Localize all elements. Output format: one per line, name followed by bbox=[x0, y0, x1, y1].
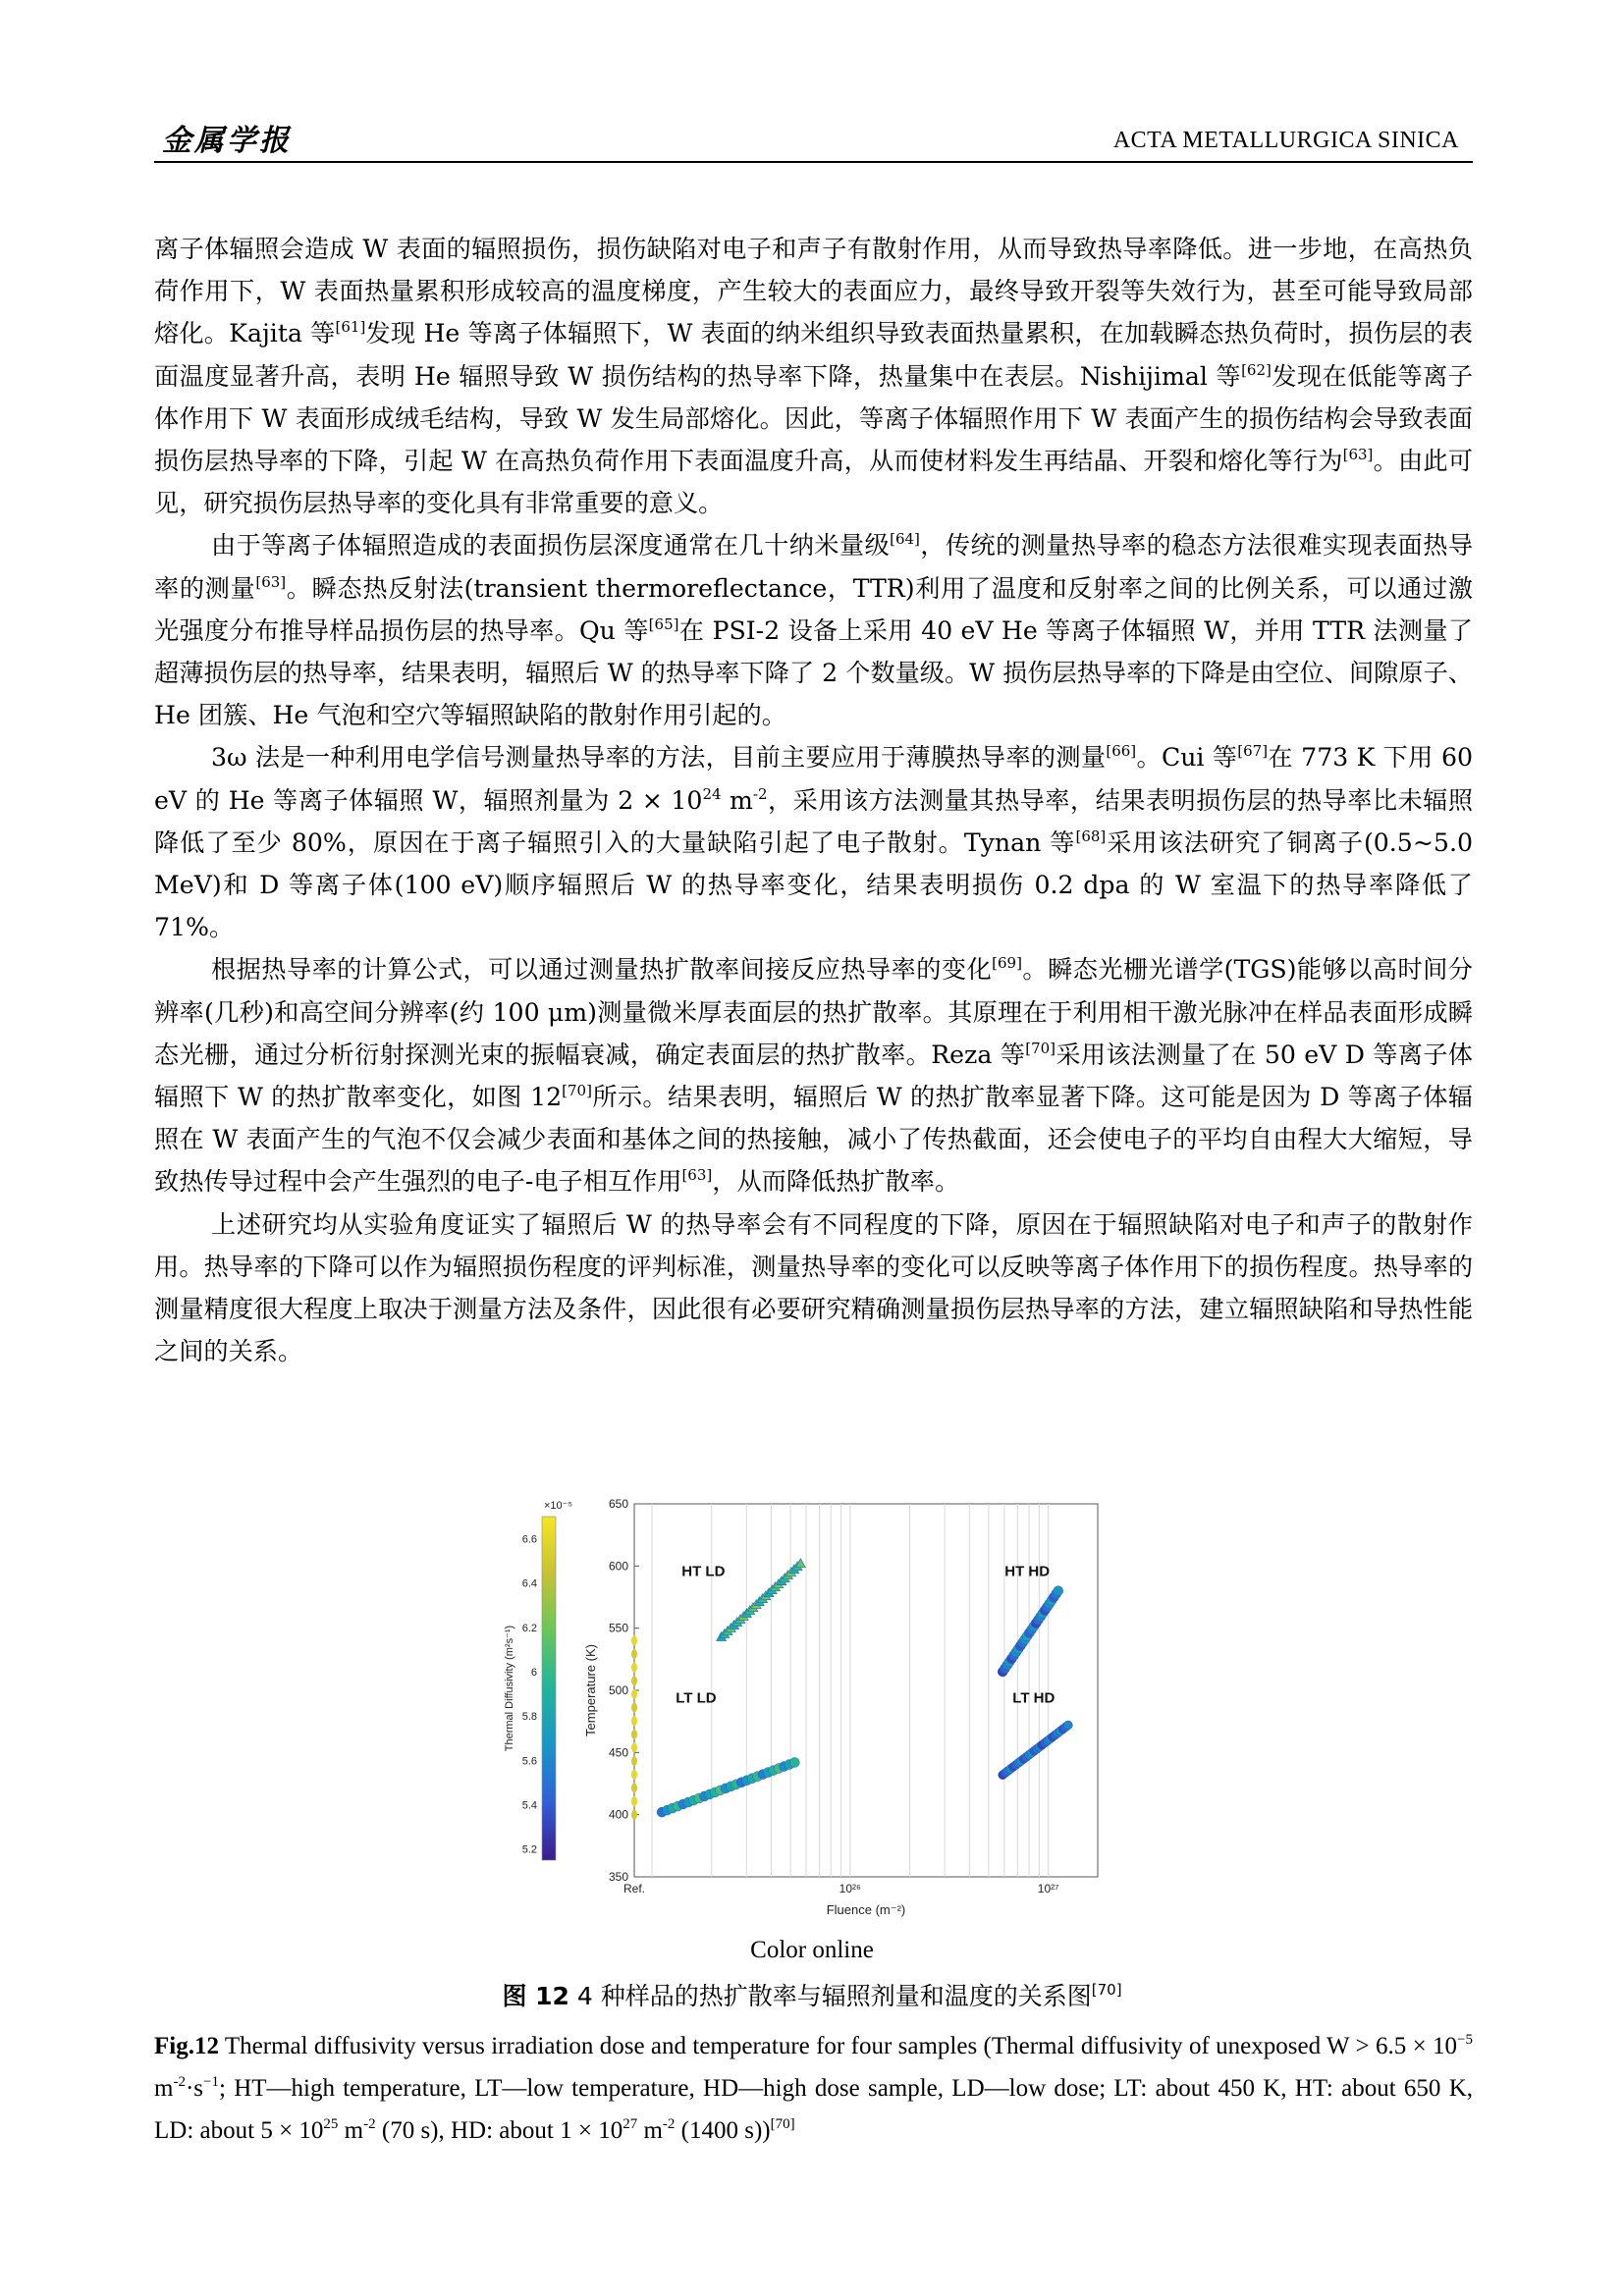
paragraph-5 bbox=[154, 1203, 1473, 1373]
x-tick-label: 10²⁶ bbox=[839, 1882, 861, 1896]
colorbar-tick-label: 6.4 bbox=[521, 1577, 537, 1590]
series-label: LT LD bbox=[676, 1689, 717, 1707]
color-online-label: Color online bbox=[750, 1937, 874, 1963]
text-run: 发现在低能等离子体作用下 W 表面形成绒毛结构，导致 W 发生局部熔化。因此，等离子体辐照作用下 W 表面产生的损伤结构会导致表面损伤层热导率的下降，引起 W 在高热负荷作用下表面温度升高，从而使材料发生再结晶、开裂和熔化等行为 bbox=[154, 361, 1474, 476]
figure-caption-en bbox=[154, 2025, 1473, 2152]
fluence-temperature-chart bbox=[497, 1492, 1125, 1953]
superscript: [68] bbox=[1075, 827, 1107, 845]
text-run: 所示。结果表明，辐照后 W 的热扩散率显著下降。这可能是因为 D 等离子体辐照在 W 表面产生的气泡不仅会减少表面和基体之间的热接触，减小了传热截面，还会使电子的平均自由程大大缩短，导致热传导过程中会产生强烈的电子-电子相互作用 bbox=[154, 1083, 1473, 1197]
paragraph-2 bbox=[154, 524, 1473, 736]
text-run: 。Cui 等 bbox=[1136, 743, 1238, 773]
paragraph-3 bbox=[154, 736, 1473, 948]
x-axis-label: Fluence (m⁻²) bbox=[826, 1902, 906, 1917]
paragraph-1 bbox=[154, 228, 1473, 524]
text-run: 上述研究均从实验角度证实了辐照后 W 的热导率会有不同程度的下降，原因在于辐照缺陷对电子和声子的散射作用。热导率的下降可以作为辐照损伤程度的评判标准，测量热导率的变化可以反映等离子体作用下的损伤程度。热导率的测量精度很大程度上取决于测量方法及条件，因此很有必要研究精确测量损伤层热导率的方法，建立辐照缺陷和导热性能之间的关系。 bbox=[154, 1209, 1473, 1366]
colorbar-tick-label: 5.2 bbox=[521, 1843, 537, 1856]
text-run: 在 PSI-2 设备上采用 40 eV He 等离子体辐照 W，并用 TTR 法测量了超薄损伤层的热导率，结果表明，辐照后 W 的热导率下降了 2 个数量级。W 损伤层热导率的下降是由空位、间隙原子、He 团簇、He 气泡和空穴等辐照缺陷的散射作用引起的。 bbox=[154, 615, 1473, 730]
y-tick-label: 450 bbox=[608, 1745, 628, 1760]
superscript: 27 bbox=[623, 2116, 638, 2132]
colorbar bbox=[542, 1517, 556, 1860]
colorbar-tick-label: 6 bbox=[530, 1667, 537, 1680]
data-point bbox=[1063, 1721, 1072, 1730]
text-run: 由于等离子体辐照造成的表面损伤层深度通常在几十纳米量级 bbox=[211, 531, 891, 561]
superscript: [66] bbox=[1106, 742, 1137, 761]
superscript: -2 bbox=[752, 784, 768, 803]
superscript: -2 bbox=[173, 2074, 186, 2090]
colorbar-tick-label: 6.2 bbox=[521, 1622, 537, 1634]
text-run: m bbox=[721, 785, 753, 815]
data-point bbox=[631, 1783, 637, 1792]
superscript: [61] bbox=[335, 318, 366, 337]
series-label: HT HD bbox=[1004, 1563, 1051, 1580]
superscript: [67] bbox=[1237, 742, 1269, 761]
caption-cn-text: 4 种样品的热扩散率与辐照剂量和温度的关系图 bbox=[568, 1982, 1092, 2010]
superscript: 25 bbox=[323, 2116, 339, 2132]
data-point bbox=[631, 1663, 637, 1673]
series-label: HT LD bbox=[681, 1563, 726, 1580]
data-point bbox=[631, 1649, 637, 1659]
colorbar-tick-label: 5.6 bbox=[521, 1755, 537, 1768]
colorbar-tick-label: 5.4 bbox=[521, 1799, 537, 1812]
text-run: (70 s), HD: about 1 × 10 bbox=[375, 2117, 623, 2144]
data-point bbox=[631, 1730, 637, 1739]
superscript: [63] bbox=[1342, 446, 1374, 464]
text-run: ，采用该方法测量其热导率，结果表明损伤层的热导率比未辐照降低了至少 80%，原因在于离子辐照引入的大量缺陷引起了电子散射。Tynan 等 bbox=[154, 785, 1474, 857]
caption-en-label: Fig.12 bbox=[154, 2033, 219, 2059]
superscript: −1 bbox=[203, 2074, 219, 2090]
text-run: ，从而降低热扩散率。 bbox=[712, 1167, 960, 1197]
series-label: LT HD bbox=[1012, 1689, 1056, 1707]
data-point bbox=[631, 1676, 637, 1685]
text-run: 。瞬态热反射法(transient thermoreflectance，TTR)利用了温度和反射率之间的比例关系，可以通过激光强度分布推导样品损伤层的热导率。Qu 等 bbox=[154, 573, 1474, 645]
y-tick-label: 350 bbox=[608, 1870, 628, 1884]
data-point bbox=[631, 1770, 637, 1780]
data-point bbox=[1054, 1586, 1063, 1596]
y-tick-label: 650 bbox=[608, 1497, 628, 1511]
superscript: [65] bbox=[648, 614, 679, 633]
caption-cn-label: 图 12 bbox=[502, 1982, 569, 2010]
text-run: 。瞬态光栅光谱学(TGS)能够以高时间分辨率(几秒)和高空间分辨率(约 100 μm)测量微米厚表面层的热扩散率。其原理在于利用相干激光脉冲在样品表面形成瞬态光栅，通过分析衍射探测光束的振幅衰减，确定表面层的热扩散率。Reza 等 bbox=[154, 955, 1473, 1069]
figure-caption-cn bbox=[0, 1977, 1624, 2012]
colorbar-label: Thermal Diffusivity (m²s⁻¹) bbox=[504, 1625, 515, 1752]
page-header bbox=[154, 110, 1473, 163]
text-run: 采用该法研究了铜离子(0.5~5.0 MeV)和 D 等离子体(100 eV)顺序辐照后 W 的热导率变化，结果表明损伤 0.2 dpa 的 W 室温下的热导率降低了 71%。 bbox=[154, 828, 1473, 942]
article-body bbox=[154, 228, 1473, 1372]
text-run: (1400 s)) bbox=[675, 2117, 771, 2144]
paragraph-4 bbox=[154, 948, 1473, 1202]
y-tick-label: 600 bbox=[608, 1559, 628, 1574]
text-run: ; HT—high temperature, LT—low temperature, HD—high dose sample, LD—low dose; LT: about 450 K, HT: about 650 K, LD: about 5 × 10 bbox=[154, 2075, 1473, 2144]
superscript: [70] bbox=[770, 2116, 795, 2132]
text-run: 在 773 K 下用 60 eV 的 He 等离子体辐照 W，辐照剂量为 2 × 10 bbox=[154, 743, 1473, 815]
y-tick-label: 400 bbox=[608, 1807, 628, 1822]
x-tick-label: 10²⁷ bbox=[1037, 1882, 1059, 1896]
text-run: m bbox=[338, 2117, 364, 2144]
data-point bbox=[631, 1689, 637, 1699]
journal-title-en: ACTA METALLURGICA SINICA bbox=[1112, 128, 1459, 153]
text-run: Thermal diffusivity versus irradiation dose and temperature for four samples (Thermal diffusivity of unexposed W > 6.5 × 10 bbox=[218, 2033, 1458, 2059]
text-run: 根据热导率的计算公式，可以通过测量热扩散率间接反应热导率的变化 bbox=[211, 955, 993, 985]
superscript: [70] bbox=[562, 1082, 592, 1100]
superscript: [63] bbox=[681, 1166, 713, 1185]
data-point bbox=[789, 1757, 799, 1767]
y-tick-label: 550 bbox=[608, 1621, 628, 1635]
text-run: m bbox=[637, 2117, 663, 2144]
text-run: 。由此可见，研究损伤层热导率的变化具有非常重要的意义。 bbox=[154, 447, 1473, 518]
text-run: ·s bbox=[185, 2075, 204, 2102]
journal-title-cn: 金属学报 bbox=[162, 124, 292, 158]
data-point bbox=[631, 1635, 637, 1645]
x-tick-label: Ref. bbox=[623, 1882, 646, 1896]
colorbar-tick-label: 6.6 bbox=[521, 1533, 537, 1546]
superscript: -2 bbox=[363, 2116, 376, 2132]
text-run: 离子体辐照会造成 W 表面的辐照损伤，损伤缺陷对电子和声子有散射作用，从而导致热导率降低。进一步地，在高热负荷作用下，W 表面热量累积形成较高的温度梯度，产生较大的表面应力，最终导致开裂等失效行为，甚至可能导致局部熔化。Kajita 等 bbox=[154, 235, 1473, 348]
text-run: 发现 He 等离子体辐照下，W 表面的纳米组织导致表面热量累积，在加载瞬态热负荷时，损伤层的表面温度显著升高，表明 He 辐照导致 W 损伤结构的热导率下降，热量集中在表层。Nishijimal 等 bbox=[154, 319, 1474, 391]
superscript: 24 bbox=[702, 784, 722, 803]
text-run: m bbox=[154, 2075, 174, 2102]
superscript: [70] bbox=[1025, 1039, 1056, 1057]
text-run: ，传统的测量热导率的稳态方法很难实现表面热导率的测量 bbox=[154, 531, 1474, 603]
caption-cn-ref: [70] bbox=[1091, 1981, 1122, 1999]
y-axis-label: Temperature (K) bbox=[583, 1644, 598, 1736]
superscript: [62] bbox=[1241, 360, 1272, 379]
superscript: [64] bbox=[890, 530, 920, 549]
superscript: −5 bbox=[1457, 2032, 1473, 2048]
data-point bbox=[631, 1703, 637, 1713]
superscript: [69] bbox=[992, 954, 1022, 973]
colorbar-scale-label: ×10⁻⁵ bbox=[544, 1500, 573, 1512]
y-tick-label: 500 bbox=[608, 1683, 628, 1697]
text-run: 采用该法测量了在 50 eV D 等离子体辐照下 W 的热扩散率变化，如图 12 bbox=[154, 1040, 1473, 1112]
colorbar-tick-label: 5.8 bbox=[521, 1711, 537, 1724]
data-point bbox=[631, 1716, 637, 1726]
data-point bbox=[631, 1796, 637, 1806]
data-point bbox=[631, 1756, 637, 1766]
figure-12 bbox=[497, 1492, 1125, 1953]
data-point bbox=[631, 1810, 637, 1820]
superscript: [63] bbox=[255, 572, 287, 591]
text-run: 3ω 法是一种利用电学信号测量热导率的方法，目前主要应用于薄膜热导率的测量 bbox=[211, 743, 1107, 773]
data-point bbox=[631, 1742, 637, 1752]
superscript: -2 bbox=[662, 2116, 676, 2132]
